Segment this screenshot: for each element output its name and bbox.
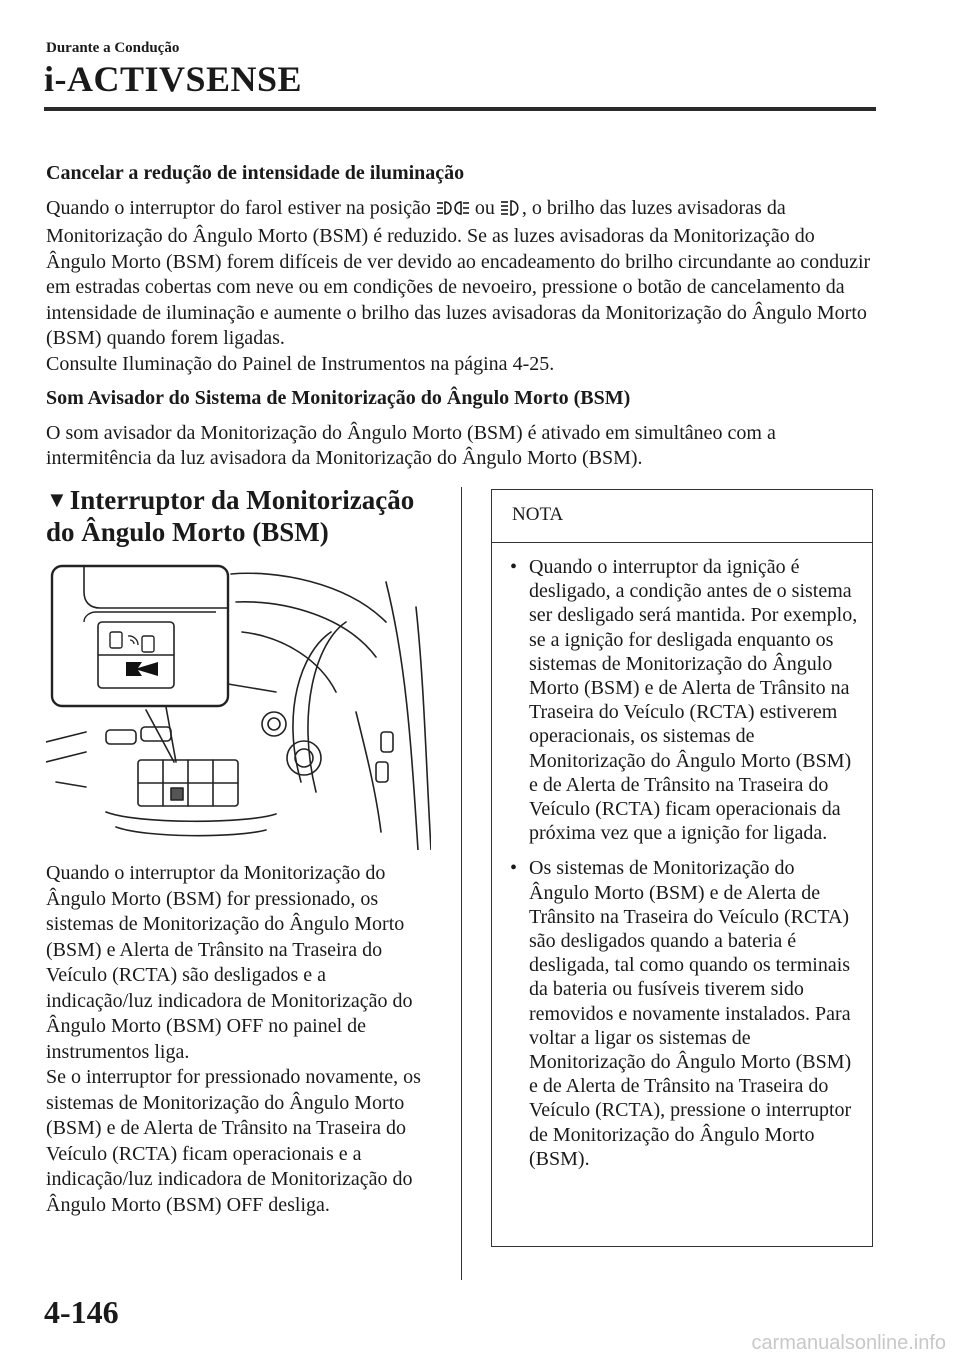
note-item	[510, 555, 858, 845]
switch-title: Interruptor da Monitorização do Ângulo Morto (BSM)	[46, 485, 415, 547]
bullet-icon: •	[510, 857, 518, 880]
parking-light-icon	[436, 199, 470, 225]
switch-heading	[46, 484, 446, 548]
note-item	[510, 856, 858, 1171]
sound-body: O som avisador da Monitorização do Ângulo Morto (BSM) é ativado em simultâneo com a intermitência da luz avisadora da Monitorização do Ângulo Morto (BSM).	[46, 421, 776, 469]
triangle-down-icon: ▼	[46, 487, 68, 512]
note-list	[492, 543, 872, 1171]
switch-body	[46, 861, 436, 1218]
dimming-ref: Consulte Iluminação do Painel de Instrumentos na página 4-25.	[46, 352, 555, 375]
dimming-body-post: , o brilho das luzes avisadoras da Monitorização do Ângulo Morto (BSM) é reduzido. Se as luzes avisadoras da Monitorização do Ângulo Morto (BSM) forem difíceis de ver devido ao encadeamento do brilho circundante ao conduzir em estradas cobertas com neve ou em condições de nevoeiro, pressione o botão de cancelamento da intensidade de iluminação e aumente o brilho das luzes avisadoras da Monitorização do Ângulo Morto (BSM) quando forem ligadas.	[46, 196, 871, 349]
dimming-title: Cancelar a redução de intensidade de iluminação	[46, 162, 465, 184]
switch-p1: Quando o interruptor da Monitorização do Ângulo Morto (BSM) for pressionado, os sistemas de Monitorização do Ângulo Morto (BSM) e Alerta de Trânsito na Traseira do Veículo (RCTA) são desligados e a indicação/luz indicadora de Monitorização do Ângulo Morto (BSM) OFF no painel de instrumentos liga.	[46, 862, 413, 1063]
column-divider	[461, 487, 462, 1280]
headlight-icon	[500, 199, 522, 225]
switch-p2: Se o interruptor for pressionado novamente, os sistemas de Monitorização do Ângulo Morto (BSM) e de Alerta de Trânsito na Traseira do Veículo (RCTA) ficam operacionais e a indicação/luz indicadora de Monitorização do Ângulo Morto (BSM) OFF desliga.	[46, 1066, 421, 1216]
dashboard-illustration	[46, 562, 431, 850]
dimming-section	[46, 161, 878, 472]
note-heading: NOTA	[492, 490, 872, 543]
note-item-text: Quando o interruptor da ignição é desligado, a condição antes de o sistema ser desligado será mantida. Por exemplo, se a ignição for desligada enquanto os sistemas de Monitorização do Ângulo Morto (BSM) e de Alerta de Trânsito na Traseira do Veículo (RCTA) estiverem operacionais, os sistemas de Monitorização do Ângulo Morto (BSM) e de Alerta de Trânsito na Traseira do Veículo (RCTA) ficam operacionais da próxima vez que a ignição for ligada.	[529, 556, 858, 845]
bullet-icon: •	[510, 556, 518, 578]
note-box	[491, 489, 873, 1247]
section-label: Durante a Condução	[46, 40, 180, 56]
note-item-text: Os sistemas de Monitorização do Ângulo Morto (BSM) e de Alerta de Trânsito na Traseira do Veículo (RCTA) são desligados quando a bateria é desligada, tal como quando os terminais da bateria ou fusíveis tiverem sido removidos e novamente instalados. Para voltar a ligar os sistemas de Monitorização do Ângulo Morto (BSM) e de Alerta de Trânsito na Traseira do Veículo (RCTA), pressione o interruptor de Monitorização do Ângulo Morto (BSM).	[529, 857, 852, 1170]
header-rule	[44, 107, 876, 111]
dimming-body-pre: Quando o interruptor do farol estiver na posição	[46, 196, 431, 219]
watermark: carmanualsonline.info	[751, 1332, 946, 1354]
chapter-title: i-ACTIVSENSE	[44, 59, 303, 99]
dimming-body	[46, 196, 878, 352]
sound-title: Som Avisador do Sistema de Monitorização do Ângulo Morto (BSM)	[46, 387, 631, 409]
page-number: 4-146	[44, 1294, 119, 1330]
dimming-body-or: ou	[474, 196, 495, 219]
